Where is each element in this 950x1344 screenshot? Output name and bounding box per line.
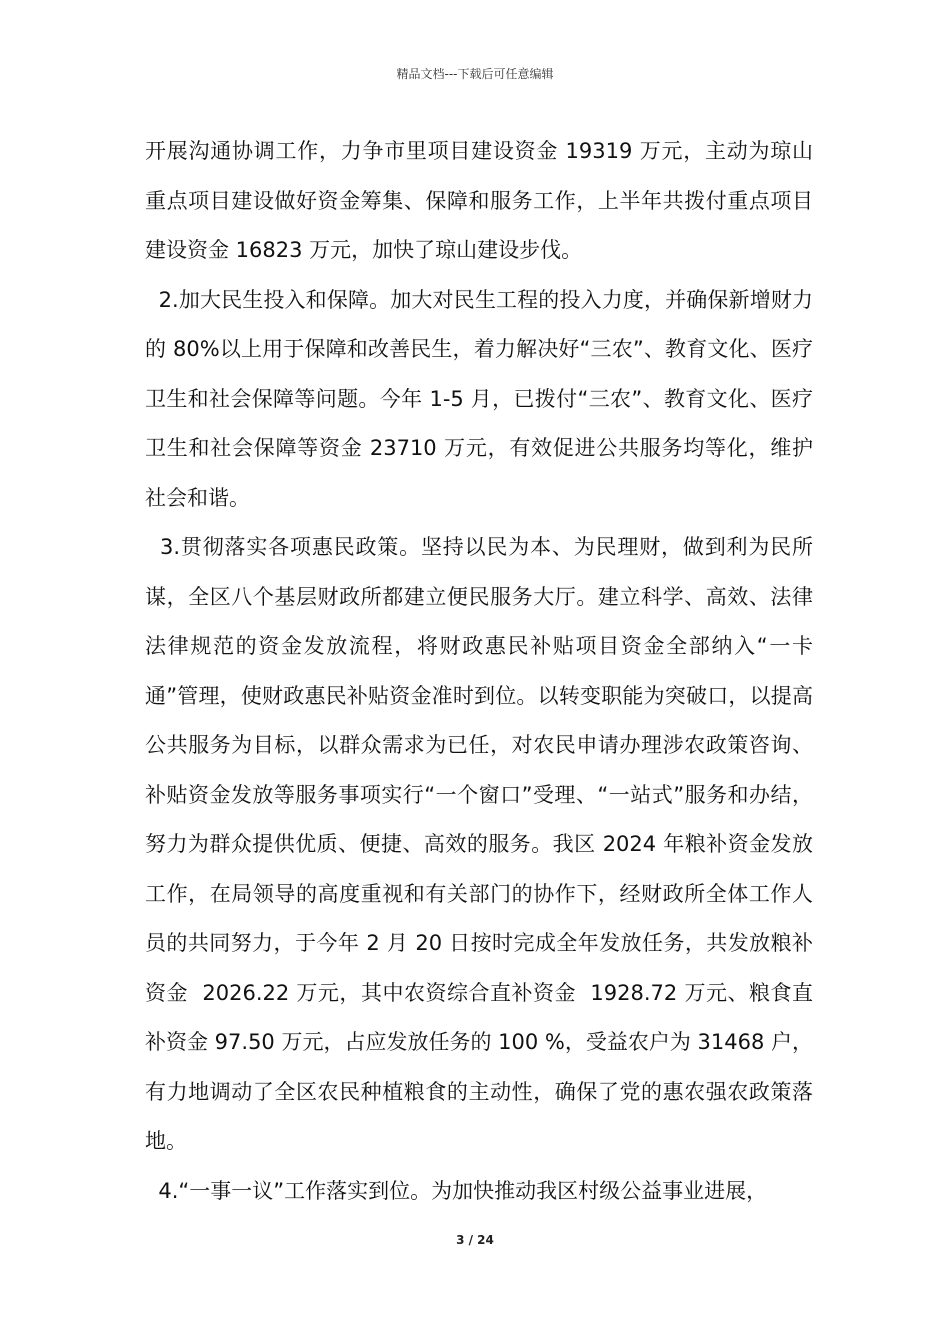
page-number: 3 / 24 xyxy=(456,1233,494,1247)
paragraph-yishiyiyi: 4.“一事一议”工作落实到位。为加快推动我区村级公益事业进展， xyxy=(145,1178,768,1203)
page-header: 精品文档---下载后可任意编辑 xyxy=(396,67,554,81)
paragraph-livelihood: 2.加大民生投入和保障。加大对民生工程的投入力度，并确保新增财力的 80%以上用于保障和改善民生，着力解决好“三农”、教育文化、医疗卫生和社会保障等问题。今年 1-5 月，已拨付“三农”、教育文化、医疗卫生和社会保障等资金 23710 万元，有效促进公共服务均等化，维护社会和谐。 xyxy=(145,287,813,510)
paragraph-policies: 3.贯彻落实各项惠民政策。坚持以民为本、为民理财，做到利为民所谋，全区八个基层财政所都建立便民服务大厅。建立科学、高效、法律法律规范的资金发放流程，将财政惠民补贴项目资金全部纳入“一卡通”管理，使财政惠民补贴资金准时到位。以转变职能为突破口，以提高公共服务为目标，以群众需求为已任，对农民申请办理涉农政策咨询、补贴资金发放等服务事项实行“一个窗口”受理、“一站式”服务和办结，努力为群众提供优质、便捷、高效的服务。我区 2024 年粮补资金发放工作，在局领导的高度重视和有关部门的协作下，经财政所全体工作人员的共同努力，于今年 2 月 20 日按时完成全年发放任务，共发放粮补资金 2026.22 万元，其中农资综合直补资金 1928.72 万元、粮食直补资金 97.50 万元，占应发放任务的 100 %，受益农户为 31468 户，有力地调动了全区农民种植粮食的主动性，确保了党的惠农强农政策落地。 xyxy=(145,535,814,1153)
paragraph-continuation: 开展沟通协调工作，力争市里项目建设资金 19319 万元，主动为琼山重点项目建设做好资金筹集、保障和服务工作，上半年共拨付重点项目建设资金 16823 万元，加快了琼山建设步伐。 xyxy=(145,139,813,262)
document-body xyxy=(145,127,813,1216)
